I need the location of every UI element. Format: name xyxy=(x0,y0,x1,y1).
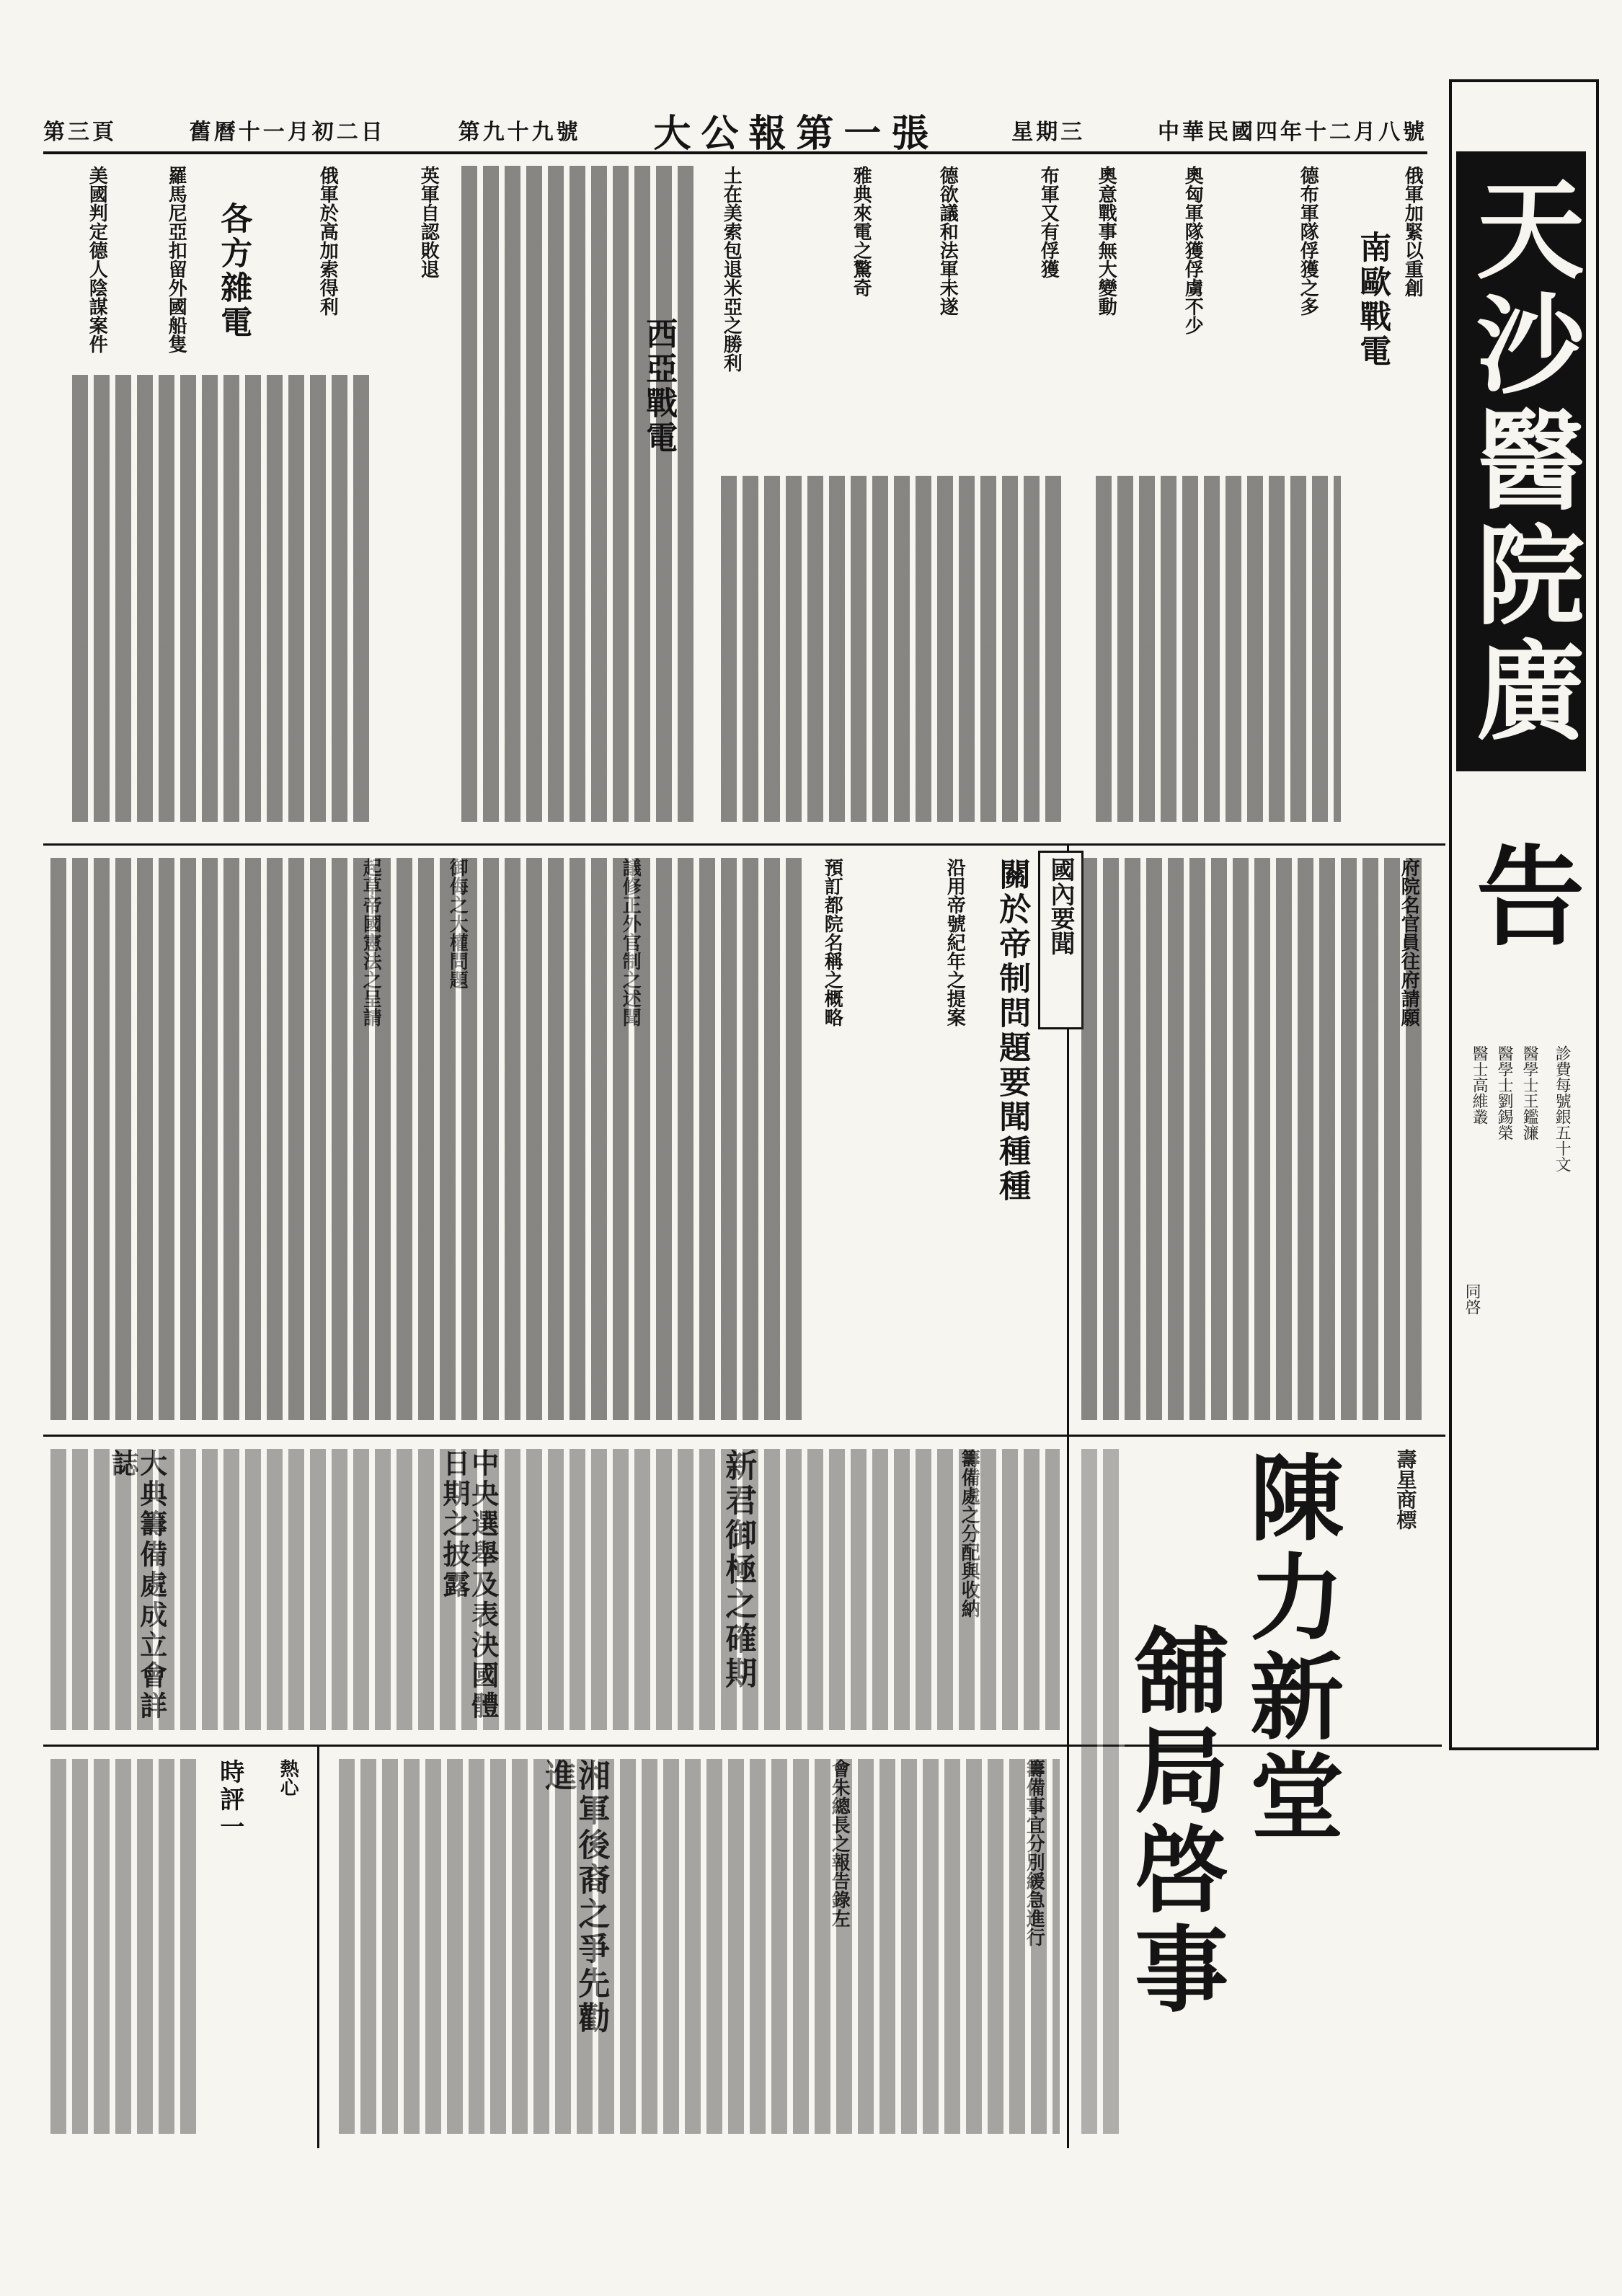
body-text-block-1 xyxy=(1096,476,1341,822)
elections-item-3: 大典籌備處成立會詳誌 xyxy=(106,1449,168,1721)
page-number: 第三頁 xyxy=(43,120,117,145)
lower-item-3: 會朱總長之報告錄左 xyxy=(828,1759,851,1928)
issue-number: 第九十九號 xyxy=(458,120,581,145)
shop-notice-text xyxy=(1081,1449,1125,2134)
news-item-6: 德欲議和法軍未遂 xyxy=(936,166,959,316)
clinic-note: 同啓 xyxy=(1463,1283,1481,1315)
elections-item-2: 中央選舉及表決國體日期之披露 xyxy=(438,1449,500,1721)
heat-column-title: 熱心 xyxy=(277,1759,299,1796)
misc-item-1: 俄軍於高加索得利 xyxy=(316,166,339,316)
lower-headline: 湘軍後裔之爭先勸進 xyxy=(539,1759,610,2036)
domestic-right-item-1: 府院名官員往府請願 xyxy=(1398,858,1420,1027)
shop-notice-title: 舖局啓事 xyxy=(1119,1622,1230,2020)
weekday: 星期三 xyxy=(1011,120,1086,145)
west-asia-item: 英軍自認敗退 xyxy=(417,166,440,278)
lower-body-text xyxy=(339,1759,1060,2134)
clinic-doctor-1: 醫學士王鑑濂 xyxy=(1520,1045,1539,1140)
news-item-7: 雅典來電之驚奇 xyxy=(850,166,872,297)
news-item-8: 土在美索包退米亞之勝利 xyxy=(720,166,743,372)
publication-date: 中華民國四年十二月八號 xyxy=(1158,120,1427,145)
domestic-body-text xyxy=(50,858,807,1420)
rule-v-1 xyxy=(317,1745,319,2148)
lower-item-2: 籌備事宜分別緩急進行 xyxy=(1023,1759,1045,1946)
masthead xyxy=(43,108,1427,154)
domestic-item-1: 沿用帝號紀年之提案 xyxy=(944,858,966,1027)
domestic-right-text xyxy=(1081,858,1427,1420)
critique-title: 時評一 xyxy=(215,1759,244,1841)
elections-item-1: 籌備處之分配與收納 xyxy=(958,1449,980,1618)
clinic-fee-note: 診費每號銀五十文 xyxy=(1553,1045,1572,1172)
clinic-ad-title-end: 告 xyxy=(1458,840,1585,948)
news-item-4: 奧意戰事無大變動 xyxy=(1095,166,1117,316)
domestic-headline: 關於帝制問題要聞種種 xyxy=(993,858,1031,1204)
elections-headline: 新君御極之確期 xyxy=(719,1449,757,1691)
rule-3 xyxy=(43,1745,1442,1747)
news-item-2: 德布軍隊俘獲之多 xyxy=(1297,166,1319,316)
clinic-doctor-3: 醫士高維叢 xyxy=(1470,1045,1489,1125)
rule-1 xyxy=(43,843,1445,846)
news-item-5: 布軍又有俘獲 xyxy=(1037,166,1060,278)
west-asia-title: 西亞戰電 xyxy=(640,317,678,456)
clinic-doctor-2: 醫學士劉錫榮 xyxy=(1495,1045,1514,1140)
misc-item-2: 羅馬尼亞扣留外國船隻 xyxy=(165,166,187,353)
paper-name: 大公報第一張 xyxy=(653,111,939,156)
misc-title: 各方雜電 xyxy=(215,202,252,340)
shop-name: 陳力新堂 xyxy=(1234,1449,1345,1847)
lunar-date: 舊曆十一月初二日 xyxy=(189,120,386,145)
body-text-block-2 xyxy=(721,476,1067,822)
domestic-news-label: 國內要聞 xyxy=(1038,851,1083,1029)
misc-item-3: 美國判定德人陰謀案件 xyxy=(86,166,108,353)
heat-body-text xyxy=(50,1759,202,2134)
rule-v-2 xyxy=(1067,843,1069,2148)
south-europe-title: 南歐戰電 xyxy=(1354,231,1391,369)
news-item-1: 俄軍加緊以重創 xyxy=(1401,166,1424,297)
clinic-ad-title: 天沙醫院廣 xyxy=(1456,151,1586,771)
rule-2 xyxy=(43,1435,1445,1437)
news-item-3: 奧匈軍隊獲俘虜不少 xyxy=(1182,166,1204,334)
domestic-item-2: 預訂都院名稱之概略 xyxy=(821,858,843,1027)
shop-tag: 壽星商標 xyxy=(1393,1449,1418,1530)
elections-body-text xyxy=(50,1449,1060,1730)
